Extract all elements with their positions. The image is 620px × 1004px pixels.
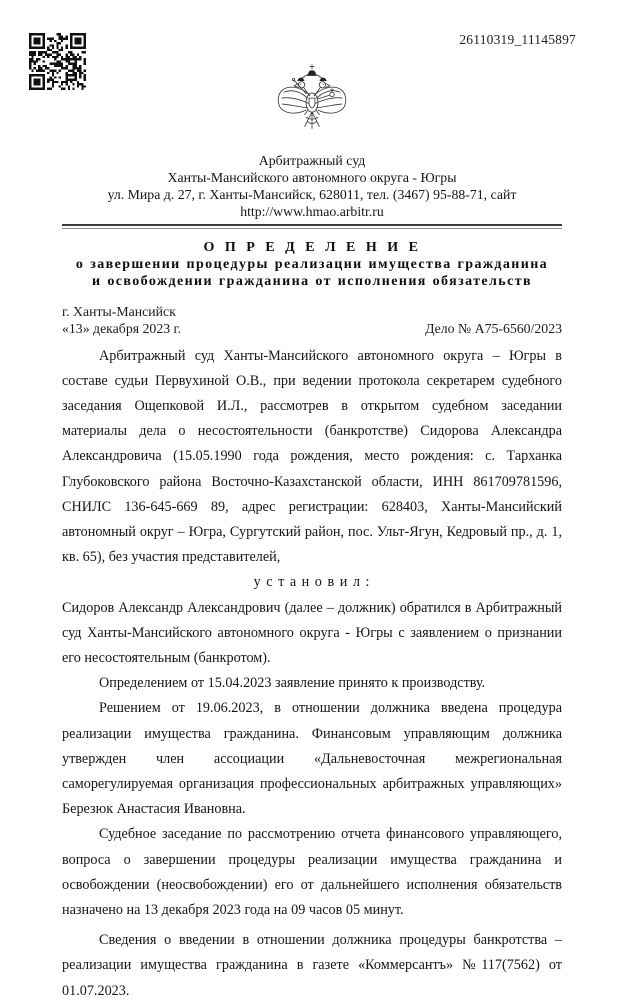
court-website: http://www.hmao.arbitr.ru xyxy=(240,204,384,219)
body-paragraph: Сведения о введении в отношении должника процедуры банкротства – реализации имущества гражданина в газете «Коммерсантъ» №117(7562) от 01.07.2023. xyxy=(62,932,562,999)
qr-code-icon xyxy=(29,33,86,90)
court-name-line2: Ханты-Мансийского автономного округа - Югры xyxy=(167,170,457,185)
header-divider xyxy=(62,224,562,229)
body-paragraph: Определением от 15.04.2023 заявление принято к производству. xyxy=(99,675,486,692)
court-header xyxy=(62,152,562,220)
body-paragraph: Решением от 19.06.2023, в отношении должника введена процедура реализации имущества гражданина. Финансовым управляющим должника утвержден член ассоциации «Дальневосточная межрегиональная саморегулируемая организация профессиональных арбитражных управляющих» Березюк Анастасия Ивановна. xyxy=(62,700,562,818)
place-line: г. Ханты-Мансийск xyxy=(62,303,176,319)
document-title xyxy=(62,239,562,290)
intro-paragraph: Арбитражный суд Ханты-Мансийского автономного округа – Югры в составе судьи Первухиной О.В., при ведении протокола секретарем судебного заседания Ощепковой И.Л., рассмотрев в открытом судебном заседании материалы дела о несостоятельности (банкротстве) Сидорова Александра Александровича (15.05.1990 года рождения, место рождения: с. Тарханка Глубоковского района Восточно-Казахстанской области, ИНН 861709781596, СНИЛС 136-645-669 89, адрес регистрации: 628403, Ханты-Мансийский автономный округ – Югра, Сургутский район, пос. Ульт-Ягун, Кедровый пр., д. 1, кв. 65), без участия представителей, xyxy=(62,347,562,566)
title-line2: о завершении процедуры реализации имущества гражданина xyxy=(75,256,549,272)
date-line: «13» декабря 2023 г. xyxy=(62,321,182,336)
court-address-line: ул. Мира д. 27, г. Ханты-Мансийск, 628011, тел. (3467) 95-88-71, сайт xyxy=(107,187,517,202)
title-line1: О П Р Е Д Е Л Е Н И Е xyxy=(203,239,421,255)
russian-coat-of-arms-icon xyxy=(62,64,562,150)
document-number: 26110319_11145897 xyxy=(459,32,576,47)
document-body xyxy=(62,344,562,1004)
body-paragraph: Судебное заседание по рассмотрению отчета финансового управляющего, вопроса о завершении процедуры реализации имущества гражданина и освобождении (неосвобождении) его от дальнейшего исполнения обязательств назначено на 13 декабря 2023 года на 09 часов 05 минут. xyxy=(62,826,562,918)
ustanovil-line: у с т а н о в и л : xyxy=(253,574,371,591)
court-name-line1: Арбитражный суд xyxy=(258,153,366,168)
case-meta xyxy=(62,303,562,338)
body-paragraph: Сидоров Александр Александрович (далее – должник) обратился в Арбитражный суд Ханты-Мансийского автономного округа - Югры с заявлением о признании его несостоятельным (банкротом). xyxy=(62,599,562,666)
title-line3: и освобождении гражданина от исполнения обязательств xyxy=(92,273,532,289)
case-number: Дело № А75-6560/2023 xyxy=(425,321,562,336)
